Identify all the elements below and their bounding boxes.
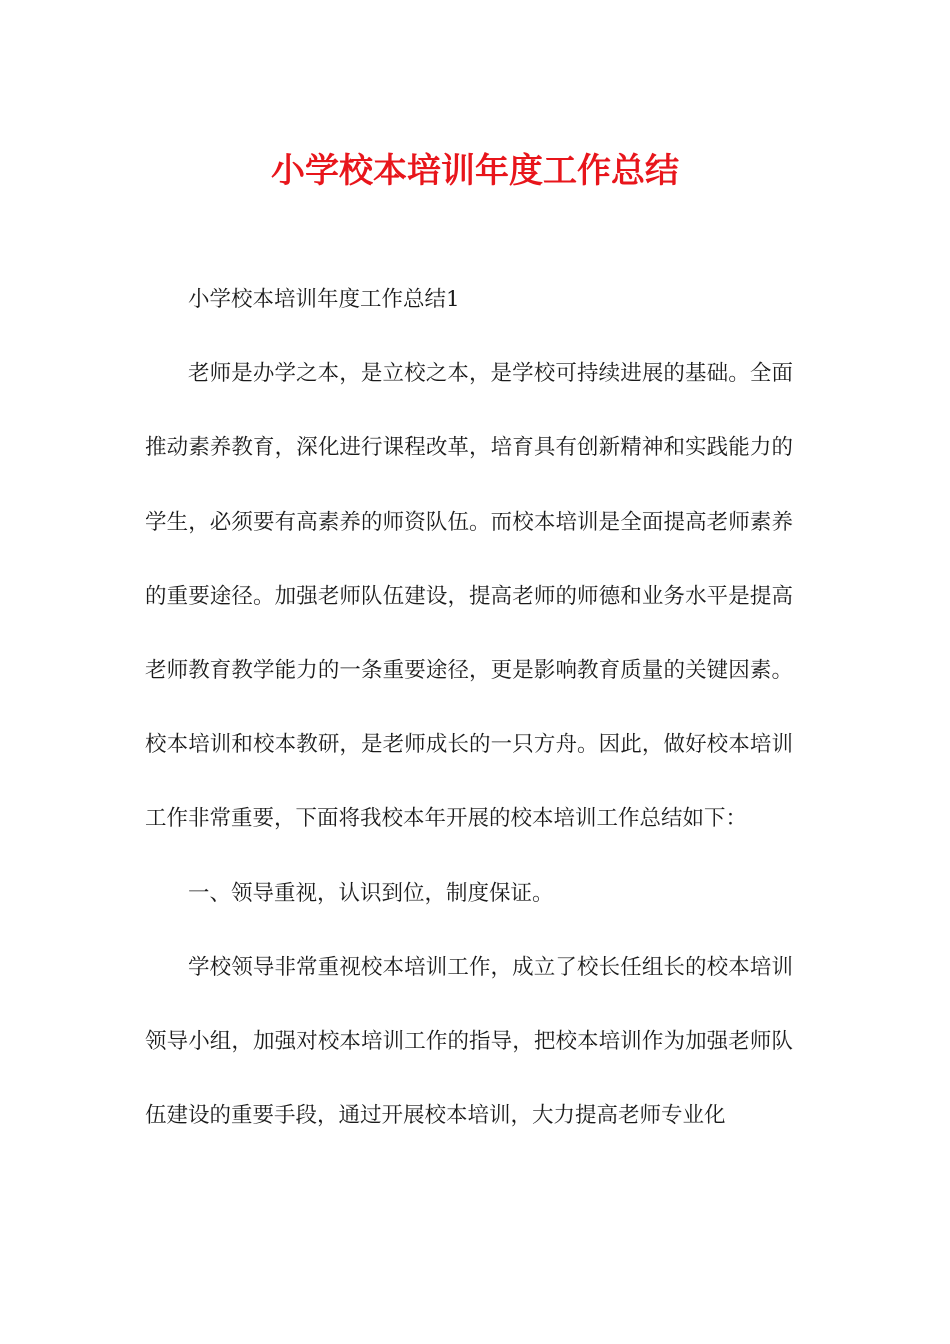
subheading-paragraph: 小学校本培训年度工作总结1 [188,287,460,312]
section-body-paragraph: 学校领导非常重视校本培训工作，成立了校长任组长的校本培训领导小组，加强对校本培训工作的指导，把校本培训作为加强老师队伍建设的重要手段，通过开展校本培训，大力提高老师专业化 [145,954,793,1129]
section-heading-paragraph: 一、领导重视，认识到位，制度保证。 [188,880,554,906]
document-title: 小学校本培训年度工作总结 [271,151,679,191]
intro-paragraph: 老师是办学之本，是立校之本，是学校可持续进展的基础。全面推动素养教育，深化进行课程改革，培育具有创新精神和实践能力的学生，必须要有高素养的师资队伍。而校本培训是全面提高老师素养的重要途径。加强老师队伍建设，提高老师的师德和业务水平是提高老师教育教学能力的一条重要途径，更是影响教育质量的关键因素。校本培训和校本教研，是老师成长的一只方舟。因此，做好校本培训工作非常重要，下面将我校本年开展的校本培训工作总结如下： [145,361,793,832]
document-body [145,263,793,1153]
